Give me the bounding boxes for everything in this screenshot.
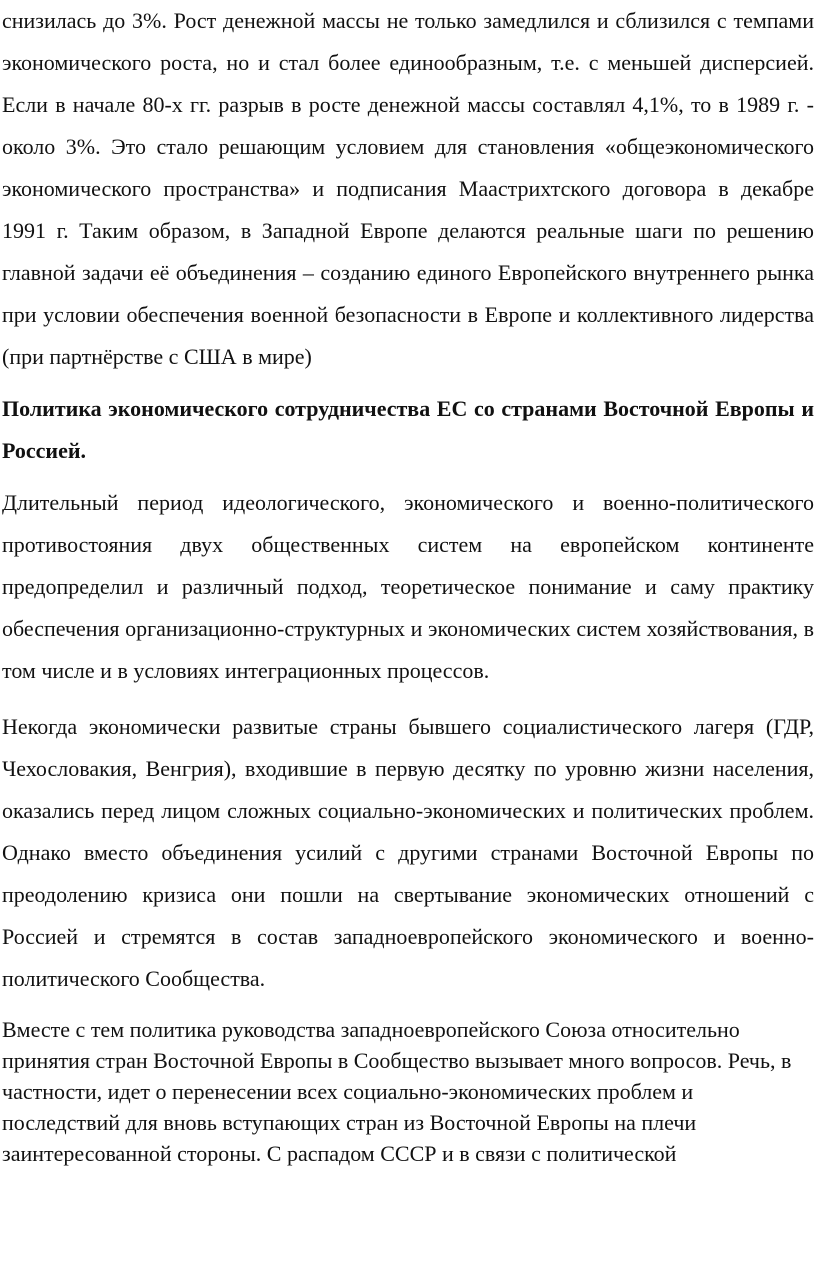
section-heading: Политика экономического сотрудничества ЕС со странами Восточной Европы и Россией. — [2, 396, 814, 463]
paragraph-3: Некогда экономически развитые страны бывшего социалистического лагеря (ГДР, Чехословакия, Венгрия), входившие в первую десятку по уровню жизни населения, оказались перед лицом сложных социально-экономических и политических проблем. Однако вместо объединения усилий с другими странами Восточной Европы по преодолению кризиса они пошли на свертывание экономических отношений с Россией и стремятся в состав западноевропейского экономического и военно-политического Сообщества. — [2, 714, 814, 991]
paragraph-4: Вместе с тем политика руководства западноевропейского Союза относительно принятия стран Восточной Европы в Сообщество вызывает много вопросов. Речь, в частности, идет о перенесении всех социально-экономических проблем и последствий для вновь вступающих стран из Восточной Европы на плечи заинтересованной стороны. С распадом СССР и в связи с политической — [2, 1017, 792, 1166]
paragraph-1: снизилась до 3%. Рост денежной массы не только замедлился и сблизился с темпами экономического роста, но и стал более единообразным, т.е. с меньшей дисперсией. Если в начале 80-х гг. разрыв в росте денежной массы составлял 4,1%, то в 1989 г. - около 3%. Это стало решающим условием для становления «общеэкономического экономического пространства» и подписания Маастрихтского договора в декабре 1991 г. Таким образом, в Западной Европе делаются реальные шаги по решению главной задачи её объединения – созданию единого Европейского внутреннего рынка при условии обеспечения военной безопасности в Европе и коллективного лидерства (при партнёрстве с США в мире) — [2, 8, 814, 369]
document-page — [2, 0, 814, 1191]
paragraph-2: Длительный период идеологического, экономического и военно-политического противостояния двух общественных систем на европейском континенте предопределил и различный подход, теоретическое понимание и саму практику обеспечения организационно-структурных и экономических систем хозяйствования, в том числе и в условиях интеграционных процессов. — [2, 490, 814, 683]
